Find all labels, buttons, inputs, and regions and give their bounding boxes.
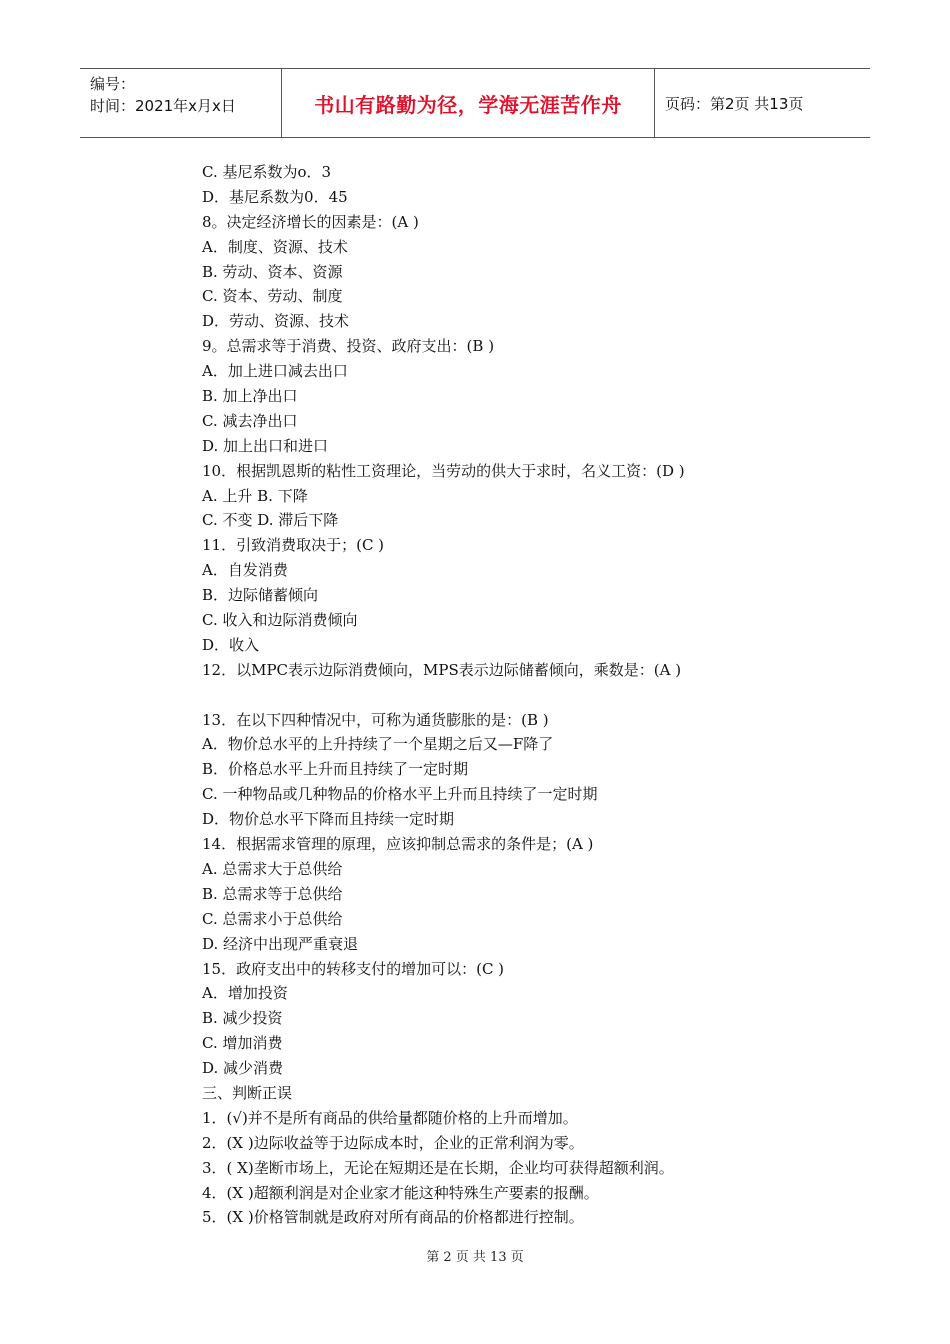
doc-number-label: 编号： (90, 75, 136, 93)
text-line: A．物价总水平的上升持续了一个星期之后又—F降了 (202, 735, 554, 754)
text-line: B．价格总水平上升而且持续了一定时期 (202, 760, 469, 779)
text-line: 10．根据凯恩斯的粘性工资理论，当劳动的供大于求时，名义工资：(D ) (202, 461, 685, 480)
text-line: A．增加投资 (202, 984, 288, 1003)
text-line: 三、判断正误 (202, 1083, 293, 1102)
text-line: 13．在以下四种情况中，可称为通货膨胀的是：(B ) (202, 710, 549, 729)
text-line: A．制度、资源、技术 (202, 237, 348, 256)
text-line: A．自发消费 (202, 561, 288, 580)
header-page-info: 页码：第2页 共13页 (665, 94, 804, 113)
text-line: 14．根据需求管理的原理，应该抑制总需求的条件是；(A ) (202, 835, 594, 854)
date-label: 时间：2021年x月x日 (90, 97, 236, 115)
text-line: D．劳动、资源、技术 (202, 312, 350, 331)
text-line: 1．(√)并不是所有商品的供给量都随价格的上升而增加。 (202, 1108, 578, 1127)
text-line: A．加上进口减去出口 (202, 362, 348, 381)
text-line: 15．政府支出中的转移支付的增加可以：(C ) (202, 959, 505, 978)
text-line: D．基尼系数为0．45 (202, 187, 348, 206)
text-line: A. 上升 B. 下降 (202, 486, 308, 505)
header-meta (80, 69, 282, 137)
text-line: B. 加上净出口 (202, 387, 298, 406)
text-line: B．边际储蓄倾向 (202, 586, 319, 605)
text-line: B. 总需求等于总供给 (202, 884, 343, 903)
text-line: B. 劳动、资本、资源 (202, 262, 343, 281)
page-footer: 第 2 页 共 13 页 (426, 1250, 524, 1265)
text-line: C. 资本、劳动、制度 (202, 287, 343, 306)
text-line: 2．(X )边际收益等于边际成本时，企业的正常利润为零。 (202, 1133, 584, 1152)
text-line: C. 收入和边际消费倾向 (202, 611, 358, 630)
text-line: D．收入 (202, 635, 260, 654)
text-line: C. 总需求小于总供给 (202, 909, 343, 928)
text-line: C. 减去净出口 (202, 411, 298, 430)
text-line: 4．(X )超额利润是对企业家才能这种特殊生产要素的报酬。 (202, 1183, 599, 1202)
text-line: D. 减少消费 (202, 1059, 284, 1078)
text-line: 9。总需求等于消费、投资、政府支出：(B ) (202, 337, 495, 356)
text-line: D．物价总水平下降而且持续一定时期 (202, 810, 455, 829)
text-line: 12．以MPC表示边际消费倾向，MPS表示边际储蓄倾向，乘数是：(A ) (202, 660, 682, 679)
text-line: C. 一种物品或几种物品的价格水平上升而且持续了一定时期 (202, 785, 598, 804)
text-line: B. 减少投资 (202, 1009, 283, 1028)
text-line: D. 加上出口和进口 (202, 436, 329, 455)
header-motto: 书山有路勤为径，学海无涯苦作舟 (282, 69, 655, 137)
text-line: 11．引致消费取决于；(C ) (202, 536, 385, 555)
document-body (202, 160, 842, 1230)
page-header (80, 68, 870, 138)
text-line: C. 基尼系数为o．3 (202, 163, 332, 181)
text-line: D. 经济中出现严重衰退 (202, 934, 359, 953)
text-line: 3．( X)垄断市场上，无论在短期还是在长期，企业均可获得超额利润。 (202, 1158, 674, 1177)
text-line: C. 增加消费 (202, 1034, 283, 1053)
text-line: C. 不变 D. 滞后下降 (202, 511, 339, 530)
text-line: 5．(X )价格管制就是政府对所有商品的价格都进行控制。 (202, 1208, 584, 1227)
text-line: 8。决定经济增长的因素是：(A ) (202, 212, 419, 231)
text-line: A. 总需求大于总供给 (202, 859, 343, 878)
blank-line (202, 683, 842, 708)
